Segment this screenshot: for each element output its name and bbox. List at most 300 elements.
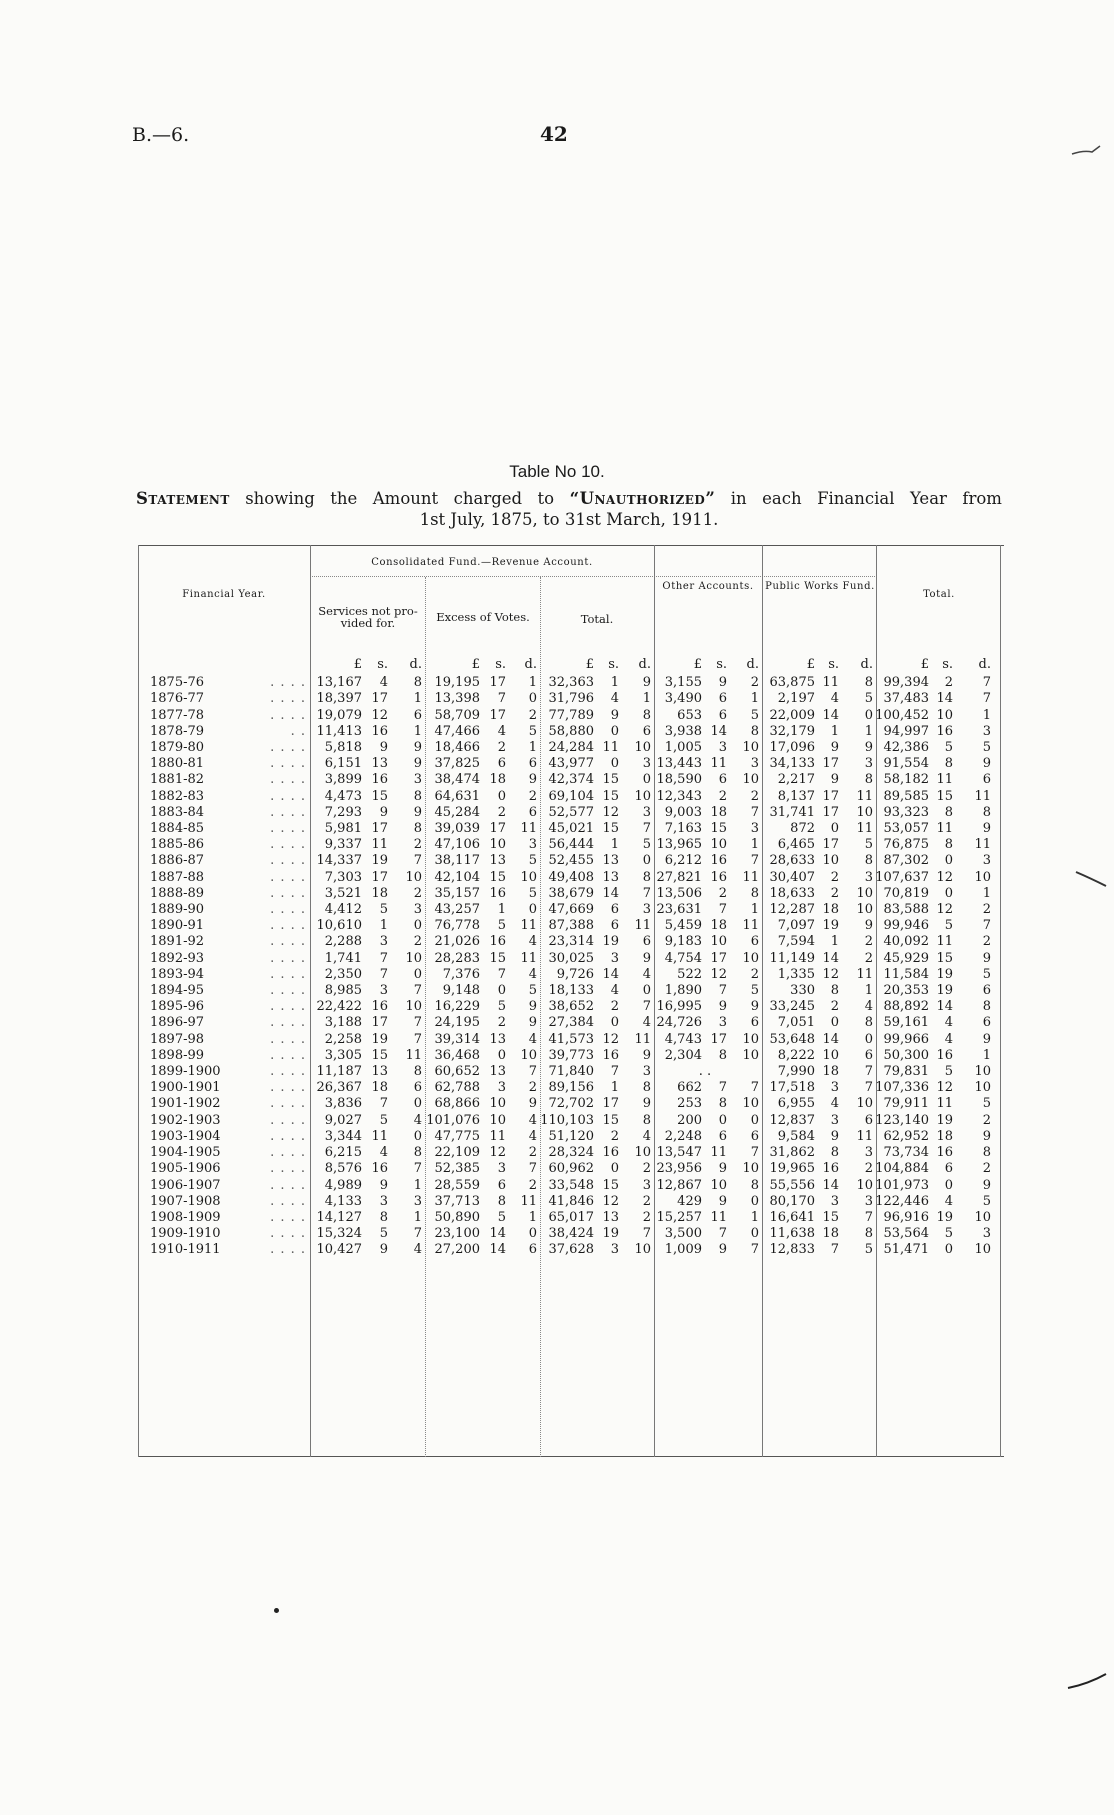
pence-cell: 10 (856, 885, 873, 901)
pounds-cell: 39,039 (434, 821, 480, 837)
pounds-cell: 2,217 (777, 772, 815, 788)
pence-cell: 0 (750, 1112, 759, 1128)
shillings-cell: 18 (371, 1080, 388, 1096)
shillings-cell: 3 (379, 1193, 388, 1209)
pence-cell: 10 (742, 1047, 759, 1063)
shillings-cell: 11 (822, 675, 839, 691)
table-row (138, 886, 991, 902)
table-row (138, 918, 991, 934)
year-cell: 1906-1907 (150, 1177, 221, 1193)
pounds-cell: 94,997 (883, 723, 929, 739)
shillings-cell: 13 (489, 1031, 506, 1047)
pence-cell: 9 (982, 950, 991, 966)
shillings-cell: 13 (602, 1209, 619, 1225)
pence-cell: 9 (982, 1031, 991, 1047)
table-row (138, 1048, 991, 1064)
pounds-cell: 8,137 (777, 788, 815, 804)
shillings-cell: 4 (944, 1015, 953, 1031)
shillings-cell: 12 (602, 1193, 619, 1209)
table-top-rule (138, 545, 1004, 546)
pence-cell: 5 (864, 1242, 873, 1258)
leader-dots: . . . . (270, 675, 306, 691)
pence-cell: 2 (642, 1193, 651, 1209)
pounds-cell: 62,952 (883, 1128, 929, 1144)
pounds-cell: 64,631 (434, 788, 480, 804)
shillings-cell: 11 (936, 934, 953, 950)
shillings-cell: 17 (489, 675, 506, 691)
shillings-cell: 13 (371, 756, 388, 772)
scan-mark-bottom (1066, 1670, 1110, 1694)
pence-cell: 0 (864, 1031, 873, 1047)
pence-cell: 6 (413, 1080, 422, 1096)
shillings-cell: 17 (602, 1096, 619, 1112)
shillings-cell: 0 (944, 885, 953, 901)
shillings-cell: 18 (371, 885, 388, 901)
pounds-cell: 49,408 (548, 869, 594, 885)
pounds-cell: 13,506 (656, 885, 702, 901)
pence-cell: 8 (413, 1064, 422, 1080)
pounds-cell: 22,109 (434, 1145, 480, 1161)
shillings-cell: 4 (379, 1145, 388, 1161)
shillings-cell: 11 (710, 756, 727, 772)
pence-cell: 9 (528, 1096, 537, 1112)
table-right-rule (1000, 545, 1001, 1457)
pounds-cell: 11,584 (883, 966, 929, 982)
statement-word: Year (909, 489, 947, 508)
pence-cell: 8 (750, 723, 759, 739)
pounds-cell: 107,637 (875, 869, 929, 885)
pence-cell: 0 (642, 983, 651, 999)
pence-cell: 3 (413, 1193, 422, 1209)
pence-cell: 0 (642, 853, 651, 869)
pounds-cell: 30,025 (548, 950, 594, 966)
pence-cell: 2 (982, 1112, 991, 1128)
pence-cell: 11 (634, 1031, 651, 1047)
table-row (138, 1113, 991, 1129)
statement-line-2: 1st July, 1875, to 31st March, 1911. (419, 510, 719, 529)
pence-cell: 7 (413, 853, 422, 869)
pence-cell: 6 (750, 934, 759, 950)
pounds-cell: 38,424 (548, 1226, 594, 1242)
pence-cell: 6 (750, 1015, 759, 1031)
pence-cell: 0 (413, 1096, 422, 1112)
year-cell: 1887-88 (150, 869, 205, 885)
pence-cell: 3 (642, 756, 651, 772)
shillings-cell: 0 (497, 788, 506, 804)
table-row (138, 1096, 991, 1112)
pounds-cell: 2,304 (664, 1047, 702, 1063)
table-row (138, 1015, 991, 1031)
pence-cell: 9 (528, 772, 537, 788)
pence-cell: 1 (982, 1047, 991, 1063)
pence-cell: 9 (528, 1015, 537, 1031)
pounds-cell: 39,773 (548, 1047, 594, 1063)
pounds-cell: 45,021 (548, 821, 594, 837)
pence-cell: 2 (642, 1209, 651, 1225)
shillings-cell: 4 (610, 691, 619, 707)
pence-cell: 8 (642, 1112, 651, 1128)
pounds-cell: 24,195 (434, 1015, 480, 1031)
pounds-cell: 5,981 (324, 821, 362, 837)
pence-cell: 5 (982, 740, 991, 756)
shillings-cell: 5 (944, 1064, 953, 1080)
shillings-cell: 12 (602, 804, 619, 820)
pounds-cell: 68,866 (434, 1096, 480, 1112)
pence-cell: 8 (642, 869, 651, 885)
pence-cell: 9 (642, 675, 651, 691)
pence-cell: 7 (750, 804, 759, 820)
shillings-cell: 19 (822, 918, 839, 934)
shillings-cell: 0 (830, 1015, 839, 1031)
pounds-cell: 99,394 (883, 675, 929, 691)
pence-cell: 9 (864, 740, 873, 756)
pence-cell: 10 (974, 869, 991, 885)
pounds-cell: 52,577 (548, 804, 594, 820)
statement-line-1 (136, 488, 1002, 509)
table-row (138, 837, 991, 853)
shillings-cell: 8 (497, 1193, 506, 1209)
shillings-cell: 5 (944, 918, 953, 934)
statement-word: showing (245, 489, 315, 508)
shillings-cell: 19 (936, 1209, 953, 1225)
pounds-cell: 100,452 (875, 707, 929, 723)
shillings-cell: 5 (944, 740, 953, 756)
pounds-cell: 43,257 (434, 902, 480, 918)
pence-cell: 2 (750, 675, 759, 691)
shillings-cell: 12 (710, 966, 727, 982)
unit-shillings: s. (716, 657, 727, 672)
shillings-cell: 15 (822, 1209, 839, 1225)
pounds-cell: 60,652 (434, 1064, 480, 1080)
shillings-cell: 10 (489, 837, 506, 853)
pounds-cell: 99,966 (883, 1031, 929, 1047)
year-cell: 1901-1902 (150, 1096, 221, 1112)
pounds-cell: 6,151 (324, 756, 362, 772)
pounds-cell: 76,778 (434, 918, 480, 934)
shillings-cell: 7 (718, 983, 727, 999)
pence-cell: 7 (750, 1242, 759, 1258)
shillings-cell: 11 (710, 1145, 727, 1161)
pounds-cell: 58,880 (548, 723, 594, 739)
shillings-cell: 1 (830, 934, 839, 950)
shillings-cell: 0 (944, 1242, 953, 1258)
pence-cell: 10 (742, 740, 759, 756)
pence-cell: 3 (982, 723, 991, 739)
pounds-cell: 122,446 (875, 1193, 929, 1209)
leader-dots: . . . . (270, 1112, 306, 1128)
shillings-cell: 11 (371, 1128, 388, 1144)
shillings-cell: 10 (710, 1177, 727, 1193)
pounds-cell: 80,170 (769, 1193, 815, 1209)
shillings-cell: 6 (718, 707, 727, 723)
pence-cell: 0 (528, 902, 537, 918)
pounds-cell: 14,337 (316, 853, 362, 869)
pounds-cell: 45,284 (434, 804, 480, 820)
units-spacer (138, 657, 236, 675)
shillings-cell: 1 (379, 918, 388, 934)
pence-cell: 2 (528, 1145, 537, 1161)
pence-cell: 3 (642, 902, 651, 918)
pence-cell: 1 (864, 723, 873, 739)
pounds-cell: 15,257 (656, 1209, 702, 1225)
shillings-cell: 2 (718, 885, 727, 901)
shillings-cell: 1 (830, 723, 839, 739)
pounds-cell: 3,500 (664, 1226, 702, 1242)
year-cell: 1900-1901 (150, 1080, 221, 1096)
shillings-cell: 9 (830, 740, 839, 756)
leader-dots: . . . . (270, 1242, 306, 1258)
pence-cell: 9 (864, 918, 873, 934)
pence-cell: 2 (528, 1080, 537, 1096)
shillings-cell: 12 (371, 707, 388, 723)
leader-dots: . . . . (270, 1096, 306, 1112)
pence-cell: 4 (642, 1015, 651, 1031)
pounds-cell: 15,324 (316, 1226, 362, 1242)
pence-cell: 11 (856, 788, 873, 804)
table-row (138, 1161, 991, 1177)
shillings-cell: 8 (830, 983, 839, 999)
pounds-cell: 33,548 (548, 1177, 594, 1193)
pence-cell: 0 (750, 1193, 759, 1209)
table-row (138, 1226, 991, 1242)
pounds-cell: 47,106 (434, 837, 480, 853)
pence-cell: 2 (982, 934, 991, 950)
pence-cell: 10 (856, 902, 873, 918)
pounds-cell: 7,990 (777, 1064, 815, 1080)
shillings-cell: 14 (710, 723, 727, 739)
pounds-cell: 13,547 (656, 1145, 702, 1161)
pence-cell: 10 (974, 1209, 991, 1225)
leader-dots: . . . . (270, 966, 306, 982)
shillings-cell: 3 (610, 1242, 619, 1258)
pounds-cell: 104,884 (875, 1161, 929, 1177)
pence-cell: 11 (974, 788, 991, 804)
pence-cell: 10 (974, 1242, 991, 1258)
pounds-cell: 28,559 (434, 1177, 480, 1193)
pence-cell: 9 (413, 756, 422, 772)
shillings-cell: 17 (371, 691, 388, 707)
pounds-cell: 63,875 (769, 675, 815, 691)
shillings-cell: 11 (936, 821, 953, 837)
pence-cell: 3 (642, 804, 651, 820)
pence-cell: 8 (642, 1080, 651, 1096)
pence-cell: 0 (413, 966, 422, 982)
pounds-cell: 16,995 (656, 999, 702, 1015)
shillings-cell: 5 (497, 918, 506, 934)
leader-dots: . . . . (270, 950, 306, 966)
pence-cell: 10 (742, 772, 759, 788)
header-financial-year: Financial Year. (182, 589, 266, 600)
pounds-cell: 2,288 (324, 934, 362, 950)
pounds-cell: 41,846 (548, 1193, 594, 1209)
shillings-cell: 11 (936, 1096, 953, 1112)
pounds-cell: 12,867 (656, 1177, 702, 1193)
table-row (138, 756, 991, 772)
shillings-cell: 19 (936, 1112, 953, 1128)
pounds-cell: 12,833 (769, 1242, 815, 1258)
pounds-cell: 7,594 (777, 934, 815, 950)
year-cell: 1909-1910 (150, 1226, 221, 1242)
shillings-cell: 2 (497, 1015, 506, 1031)
shillings-cell: 13 (602, 853, 619, 869)
pence-cell: 10 (520, 1047, 537, 1063)
pence-cell: 10 (856, 1177, 873, 1193)
shillings-cell: 17 (710, 950, 727, 966)
pounds-cell: 11,187 (316, 1064, 362, 1080)
pounds-cell: 89,156 (548, 1080, 594, 1096)
shillings-cell: 10 (822, 853, 839, 869)
year-cell: 1894-95 (150, 983, 205, 999)
leader-dots: . . . . (270, 804, 306, 820)
pounds-cell: 107,336 (875, 1080, 929, 1096)
pounds-cell: 9,148 (442, 983, 480, 999)
statement-word: each (762, 489, 802, 508)
pounds-cell: 662 (677, 1080, 702, 1096)
pence-cell: 1 (413, 1177, 422, 1193)
leader-dots: . . . . (270, 902, 306, 918)
year-cell: 1888-89 (150, 885, 205, 901)
pence-cell: 7 (642, 821, 651, 837)
shillings-cell: 15 (489, 869, 506, 885)
pence-cell: 6 (982, 1015, 991, 1031)
pence-cell: 1 (413, 723, 422, 739)
pounds-cell: 38,474 (434, 772, 480, 788)
pence-cell: 5 (528, 885, 537, 901)
pounds-cell: 9,726 (556, 966, 594, 982)
pence-cell: 7 (413, 1226, 422, 1242)
year-cell: 1882-83 (150, 788, 205, 804)
pounds-cell: 23,631 (656, 902, 702, 918)
pounds-cell: 6,215 (324, 1145, 362, 1161)
pounds-cell: 522 (677, 966, 702, 982)
year-cell: 1898-99 (150, 1047, 205, 1063)
pence-cell: 11 (974, 837, 991, 853)
shillings-cell: 18 (489, 772, 506, 788)
year-cell: 1876-77 (150, 691, 205, 707)
shillings-cell: 14 (489, 1242, 506, 1258)
leader-dots: . . . . (270, 821, 306, 837)
leader-dots: . . . . (270, 740, 306, 756)
table-row (138, 870, 991, 886)
pence-cell: 9 (750, 999, 759, 1015)
shillings-cell: 8 (944, 837, 953, 853)
pence-cell: 2 (864, 950, 873, 966)
pence-cell: 2 (642, 1161, 651, 1177)
pence-cell: 8 (982, 804, 991, 820)
shillings-cell: 6 (718, 1128, 727, 1144)
pence-cell: 4 (528, 934, 537, 950)
table-row (138, 772, 991, 788)
pounds-cell: 19,079 (316, 707, 362, 723)
pounds-cell: 88,892 (883, 999, 929, 1015)
shillings-cell: 12 (936, 1080, 953, 1096)
year-cell: 1902-1903 (150, 1112, 221, 1128)
statement-table (138, 545, 1004, 1457)
shillings-cell: 5 (497, 1209, 506, 1225)
shillings-cell: 14 (822, 1031, 839, 1047)
pounds-cell: 2,248 (664, 1128, 702, 1144)
pence-cell: 11 (520, 821, 537, 837)
unit-pounds: £ (471, 657, 480, 672)
leader-dots: . . . . (270, 1145, 306, 1161)
pence-cell: 7 (413, 1161, 422, 1177)
shillings-cell: 1 (610, 1080, 619, 1096)
pence-cell: 1 (982, 885, 991, 901)
scan-mark-top (1070, 140, 1110, 160)
pounds-cell: 11,149 (769, 950, 815, 966)
shillings-cell: 2 (830, 869, 839, 885)
shillings-cell: 15 (602, 788, 619, 804)
shillings-cell: 18 (822, 902, 839, 918)
shillings-cell: 18 (710, 804, 727, 820)
pounds-cell: 1,890 (664, 983, 702, 999)
shillings-cell: 3 (718, 1015, 727, 1031)
pounds-cell: 3,490 (664, 691, 702, 707)
pence-cell: 4 (528, 1128, 537, 1144)
shillings-cell: 19 (602, 1226, 619, 1242)
unit-shillings: s. (942, 657, 953, 672)
pence-cell: 7 (750, 1145, 759, 1161)
pounds-cell: 110,103 (540, 1112, 594, 1128)
header-total: Total. (580, 612, 614, 626)
pence-cell: 5 (864, 691, 873, 707)
shillings-cell: 11 (936, 772, 953, 788)
pounds-cell: 58,182 (883, 772, 929, 788)
pence-cell: 3 (750, 821, 759, 837)
pence-cell: 6 (528, 756, 537, 772)
pence-cell: 6 (642, 934, 651, 950)
shillings-cell: 18 (822, 1226, 839, 1242)
pounds-cell: 4,754 (664, 950, 702, 966)
pence-cell: 8 (864, 1015, 873, 1031)
leader-dots: . . . . (270, 1161, 306, 1177)
table-row (138, 853, 991, 869)
pounds-cell: 45,929 (883, 950, 929, 966)
shillings-cell: 5 (944, 1226, 953, 1242)
shillings-cell: 7 (497, 966, 506, 982)
pence-cell: 7 (413, 1031, 422, 1047)
unit-pounds: £ (920, 657, 929, 672)
shillings-cell: 12 (602, 1031, 619, 1047)
shillings-cell: 10 (489, 1112, 506, 1128)
pounds-cell: 99,946 (883, 918, 929, 934)
pence-cell: 5 (528, 723, 537, 739)
pounds-cell: 65,017 (548, 1209, 594, 1225)
unit-pounds: £ (353, 657, 362, 672)
shillings-cell: 9 (718, 1242, 727, 1258)
pounds-cell: 18,466 (434, 740, 480, 756)
pounds-cell: 87,302 (883, 853, 929, 869)
shillings-cell: 16 (936, 1047, 953, 1063)
pence-cell: 5 (982, 966, 991, 982)
shillings-cell: 2 (610, 1128, 619, 1144)
pounds-cell: 36,468 (434, 1047, 480, 1063)
pounds-cell: 27,384 (548, 1015, 594, 1031)
pence-cell: 7 (982, 675, 991, 691)
pounds-cell: 51,471 (883, 1242, 929, 1258)
pence-cell: 1 (750, 1209, 759, 1225)
pence-cell: 2 (750, 788, 759, 804)
pence-cell: 0 (528, 1226, 537, 1242)
shillings-cell: 0 (610, 756, 619, 772)
shillings-cell: 0 (610, 1015, 619, 1031)
pounds-cell: 79,831 (883, 1064, 929, 1080)
pounds-cell: 28,633 (769, 853, 815, 869)
shillings-cell: 4 (497, 723, 506, 739)
pounds-cell: 10,610 (316, 918, 362, 934)
table-row (138, 691, 991, 707)
pounds-cell: 10,427 (316, 1242, 362, 1258)
